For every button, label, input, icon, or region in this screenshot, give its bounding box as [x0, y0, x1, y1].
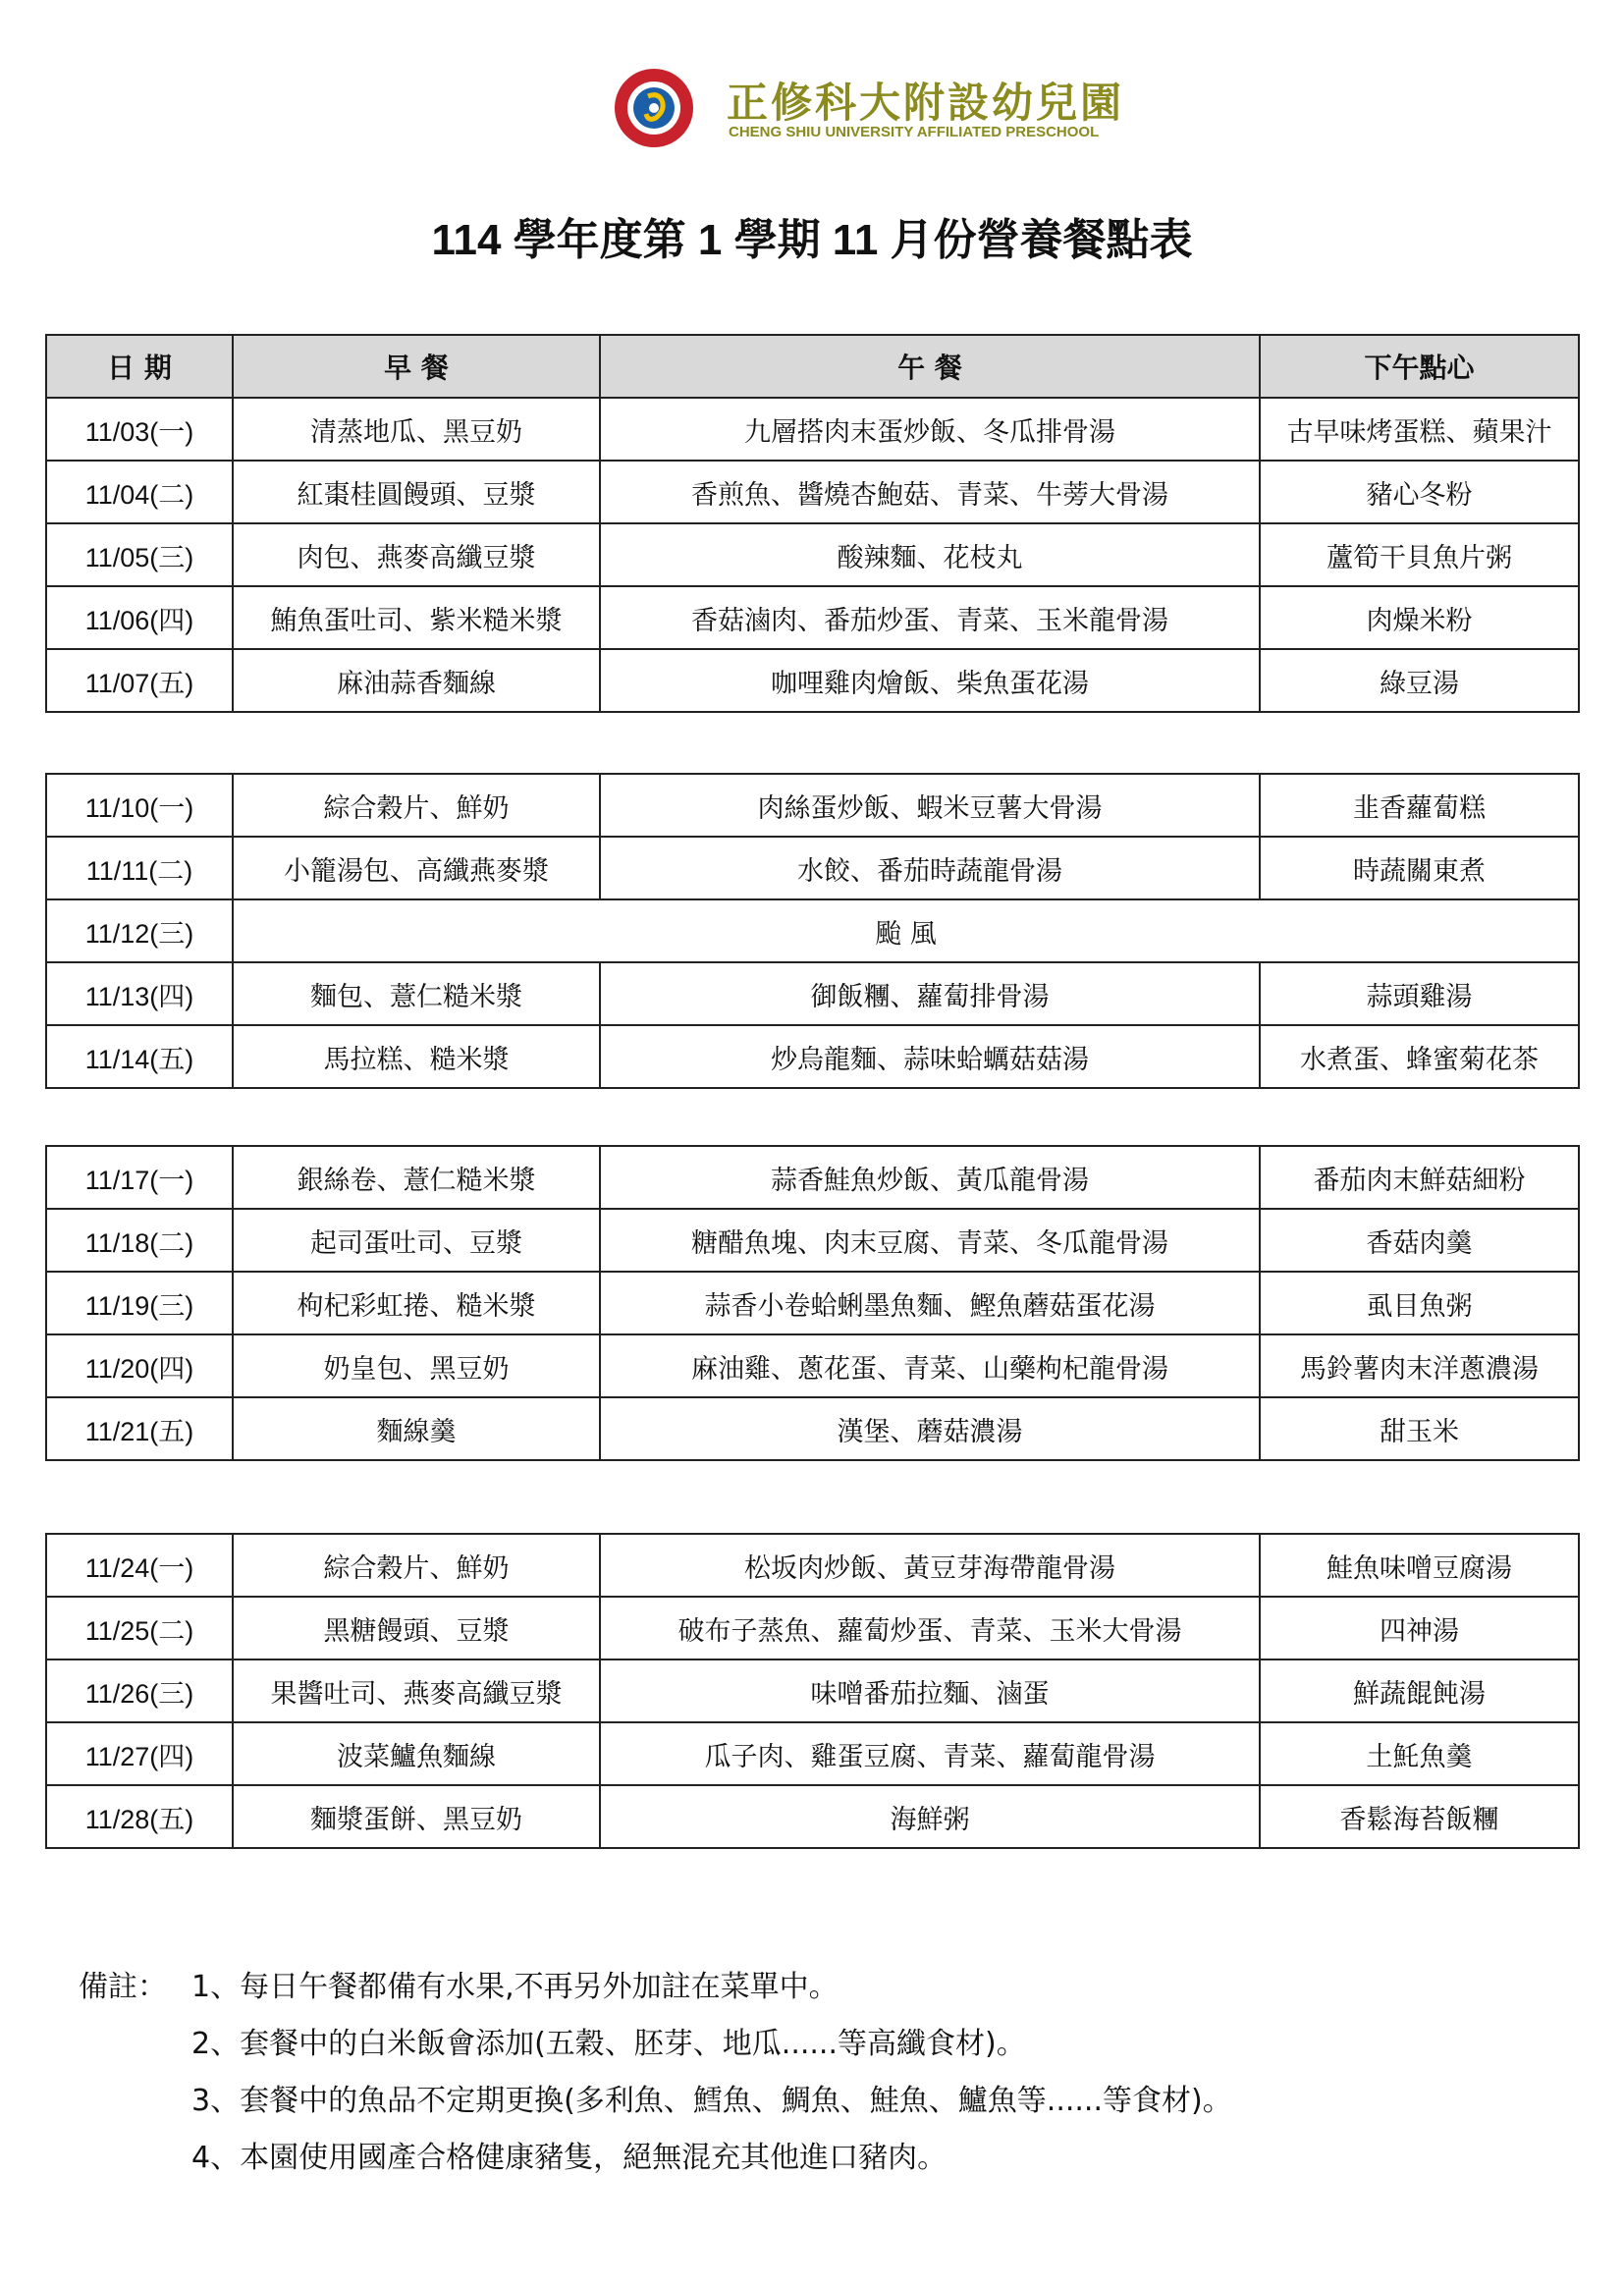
table-row	[46, 774, 1579, 837]
table-row	[46, 1785, 1579, 1848]
snack-cell: 甜玉米	[1260, 1397, 1579, 1460]
lunch-cell: 蒜香小卷蛤蜊墨魚麵、鰹魚蘑菇蛋花湯	[600, 1272, 1260, 1334]
notes-label: 備註：	[79, 1970, 167, 2004]
note-item: 4、本園使用國產合格健康豬隻，絕無混充其他進口豬肉。	[191, 2141, 947, 2175]
snack-cell: 蒜頭雞湯	[1260, 962, 1579, 1025]
snack-cell: 時蔬關東煮	[1260, 837, 1579, 899]
table-row	[46, 523, 1579, 586]
table-row	[46, 1209, 1579, 1272]
date-cell: 11/12(三)	[46, 899, 233, 962]
menu-table-week-4	[45, 1533, 1580, 1849]
date-cell: 11/20(四)	[46, 1334, 233, 1397]
date-cell: 11/18(二)	[46, 1209, 233, 1272]
breakfast-cell: 綜合穀片、鮮奶	[233, 774, 600, 837]
date-cell: 11/19(三)	[46, 1272, 233, 1334]
date-cell: 11/26(三)	[46, 1659, 233, 1722]
lunch-cell: 香菇滷肉、番茄炒蛋、青菜、玉米龍骨湯	[600, 586, 1260, 649]
snack-cell: 鮮蔬餛飩湯	[1260, 1659, 1579, 1722]
menu-table-week-1	[45, 334, 1580, 713]
lunch-cell: 肉絲蛋炒飯、蝦米豆薯大骨湯	[600, 774, 1260, 837]
breakfast-cell: 波菜鱸魚麵線	[233, 1722, 600, 1785]
date-cell: 11/07(五)	[46, 649, 233, 712]
table-row	[46, 1597, 1579, 1659]
snack-cell: 綠豆湯	[1260, 649, 1579, 712]
closure-notice-cell: 颱 風	[233, 899, 1579, 962]
lunch-cell: 水餃、番茄時蔬龍骨湯	[600, 837, 1260, 899]
lunch-cell: 御飯糰、蘿蔔排骨湯	[600, 962, 1260, 1025]
date-cell: 11/03(一)	[46, 398, 233, 461]
table-row	[46, 1025, 1579, 1088]
date-cell: 11/10(一)	[46, 774, 233, 837]
table-row	[46, 1534, 1579, 1597]
date-cell: 11/05(三)	[46, 523, 233, 586]
table-row	[46, 1659, 1579, 1722]
table-row	[46, 1272, 1579, 1334]
lunch-cell: 炒烏龍麵、蒜味蛤蠣菇菇湯	[600, 1025, 1260, 1088]
school-name-cn: 正修科大附設幼兒園	[727, 79, 1125, 127]
table-row	[46, 899, 1579, 962]
menu-table-week-3	[45, 1145, 1580, 1461]
note-item: 1、每日午餐都備有水果,不再另外加註在菜單中。	[191, 1970, 839, 2004]
snack-cell: 土魠魚羹	[1260, 1722, 1579, 1785]
table-row	[46, 962, 1579, 1025]
menu-table-week-2	[45, 773, 1580, 1089]
breakfast-cell: 奶皇包、黑豆奶	[233, 1334, 600, 1397]
lunch-cell: 咖哩雞肉燴飯、柴魚蛋花湯	[600, 649, 1260, 712]
table-row	[46, 649, 1579, 712]
snack-cell: 番茄肉末鮮菇細粉	[1260, 1146, 1579, 1209]
lunch-cell: 味噌番茄拉麵、滷蛋	[600, 1659, 1260, 1722]
lunch-cell: 糖醋魚塊、肉末豆腐、青菜、冬瓜龍骨湯	[600, 1209, 1260, 1272]
breakfast-cell: 麻油蒜香麵線	[233, 649, 600, 712]
breakfast-cell: 枸杞彩虹捲、糙米漿	[233, 1272, 600, 1334]
snack-cell: 四神湯	[1260, 1597, 1579, 1659]
date-cell: 11/28(五)	[46, 1785, 233, 1848]
date-cell: 11/17(一)	[46, 1146, 233, 1209]
snack-cell: 香菇肉羹	[1260, 1209, 1579, 1272]
date-cell: 11/24(一)	[46, 1534, 233, 1597]
column-header: 午 餐	[600, 335, 1260, 398]
breakfast-cell: 馬拉糕、糙米漿	[233, 1025, 600, 1088]
snack-cell: 豬心冬粉	[1260, 461, 1579, 523]
lunch-cell: 松坂肉炒飯、黃豆芽海帶龍骨湯	[600, 1534, 1260, 1597]
snack-cell: 蘆筍干貝魚片粥	[1260, 523, 1579, 586]
breakfast-cell: 紅棗桂圓饅頭、豆漿	[233, 461, 600, 523]
table-row	[46, 1334, 1579, 1397]
lunch-cell: 麻油雞、蔥花蛋、青菜、山藥枸杞龍骨湯	[600, 1334, 1260, 1397]
snack-cell: 虱目魚粥	[1260, 1272, 1579, 1334]
note-item: 3、套餐中的魚品不定期更換(多利魚、鱈魚、鯛魚、鮭魚、鱸魚等......等食材)。	[191, 2084, 1232, 2118]
snack-cell: 肉燥米粉	[1260, 586, 1579, 649]
table-row	[46, 837, 1579, 899]
table-row	[46, 1397, 1579, 1460]
snack-cell: 馬鈴薯肉末洋蔥濃湯	[1260, 1334, 1579, 1397]
snack-cell: 韭香蘿蔔糕	[1260, 774, 1579, 837]
breakfast-cell: 肉包、燕麥高纖豆漿	[233, 523, 600, 586]
snack-cell: 水煮蛋、蜂蜜菊花茶	[1260, 1025, 1579, 1088]
date-cell: 11/27(四)	[46, 1722, 233, 1785]
table-row	[46, 1146, 1579, 1209]
breakfast-cell: 麵漿蛋餅、黑豆奶	[233, 1785, 600, 1848]
breakfast-cell: 黑糖饅頭、豆漿	[233, 1597, 600, 1659]
lunch-cell: 海鮮粥	[600, 1785, 1260, 1848]
lunch-cell: 漢堡、蘑菇濃湯	[600, 1397, 1260, 1460]
date-cell: 11/13(四)	[46, 962, 233, 1025]
table-row	[46, 1722, 1579, 1785]
lunch-cell: 蒜香鮭魚炒飯、黃瓜龍骨湯	[600, 1146, 1260, 1209]
date-cell: 11/21(五)	[46, 1397, 233, 1460]
date-cell: 11/04(二)	[46, 461, 233, 523]
snack-cell: 鮭魚味噌豆腐湯	[1260, 1534, 1579, 1597]
snack-cell: 香鬆海苔飯糰	[1260, 1785, 1579, 1848]
table-header-row	[46, 335, 1579, 398]
lunch-cell: 破布子蒸魚、蘿蔔炒蛋、青菜、玉米大骨湯	[600, 1597, 1260, 1659]
date-cell: 11/11(二)	[46, 837, 233, 899]
lunch-cell: 酸辣麵、花枝丸	[600, 523, 1260, 586]
breakfast-cell: 起司蛋吐司、豆漿	[233, 1209, 600, 1272]
table-row	[46, 461, 1579, 523]
breakfast-cell: 小籠湯包、高纖燕麥漿	[233, 837, 600, 899]
note-item: 2、套餐中的白米飯會添加(五穀、胚芽、地瓜......等高纖食材)。	[191, 2027, 1026, 2061]
lunch-cell: 九層搭肉末蛋炒飯、冬瓜排骨湯	[600, 398, 1260, 461]
table-row	[46, 586, 1579, 649]
date-cell: 11/14(五)	[46, 1025, 233, 1088]
lunch-cell: 瓜子肉、雞蛋豆腐、青菜、蘿蔔龍骨湯	[600, 1722, 1260, 1785]
breakfast-cell: 鮪魚蛋吐司、紫米糙米漿	[233, 586, 600, 649]
snack-cell: 古早味烤蛋糕、蘋果汁	[1260, 398, 1579, 461]
date-cell: 11/06(四)	[46, 586, 233, 649]
date-cell: 11/25(二)	[46, 1597, 233, 1659]
column-header: 早 餐	[233, 335, 600, 398]
school-logo-icon	[613, 67, 695, 149]
table-row	[46, 398, 1579, 461]
page-title: 114 學年度第 1 學期 11 月份營養餐點表	[431, 216, 1193, 264]
school-header	[0, 61, 1624, 159]
breakfast-cell: 麵線羹	[233, 1397, 600, 1460]
column-header: 下午點心	[1260, 335, 1579, 398]
column-header: 日 期	[46, 335, 233, 398]
breakfast-cell: 銀絲卷、薏仁糙米漿	[233, 1146, 600, 1209]
breakfast-cell: 清蒸地瓜、黑豆奶	[233, 398, 600, 461]
breakfast-cell: 果醬吐司、燕麥高纖豆漿	[233, 1659, 600, 1722]
school-name-en: CHENG SHIU UNIVERSITY AFFILIATED PRESCHOOL	[729, 124, 1100, 140]
lunch-cell: 香煎魚、醬燒杏鮑菇、青菜、牛蒡大骨湯	[600, 461, 1260, 523]
breakfast-cell: 綜合穀片、鮮奶	[233, 1534, 600, 1597]
breakfast-cell: 麵包、薏仁糙米漿	[233, 962, 600, 1025]
